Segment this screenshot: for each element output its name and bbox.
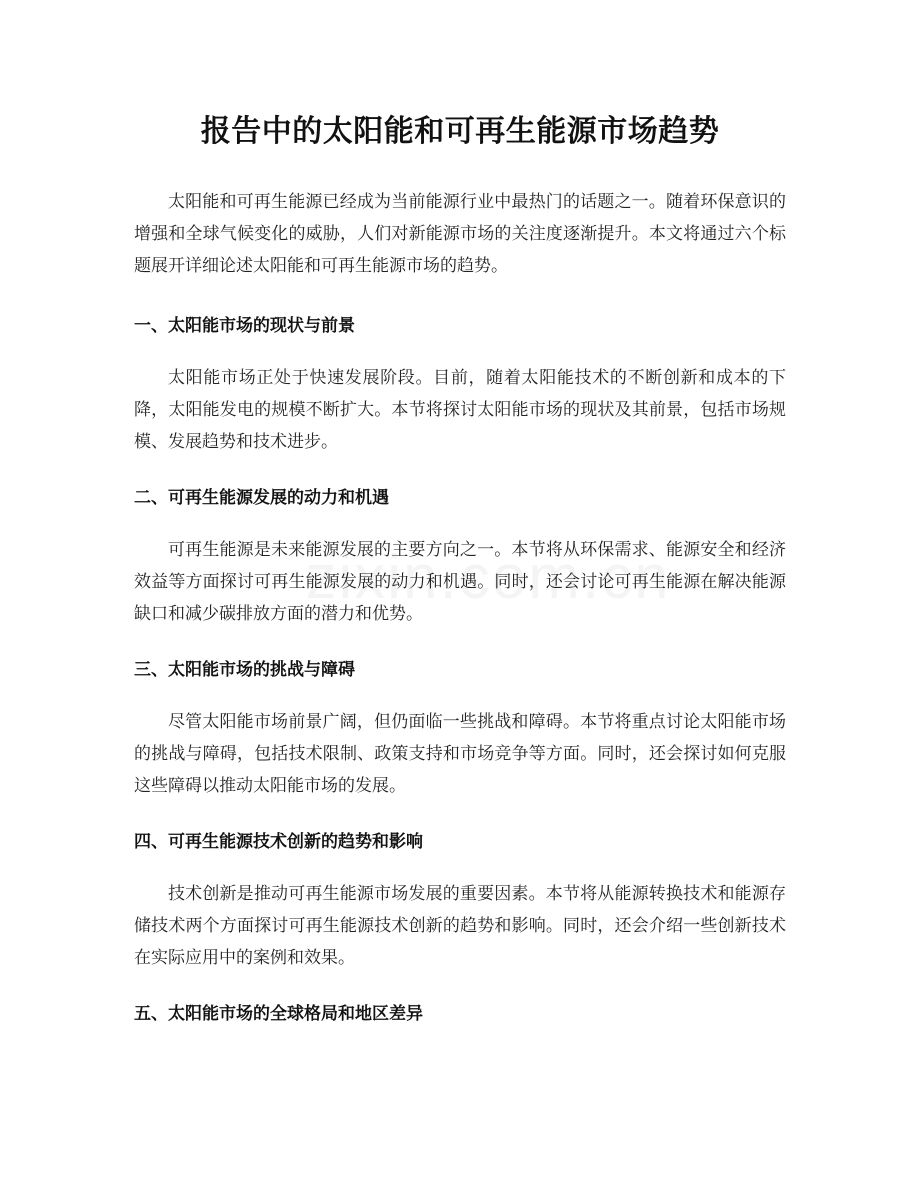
section-2 <box>134 484 786 630</box>
section-5 <box>134 1000 786 1028</box>
document-title: 报告中的太阳能和可再生能源市场趋势 <box>200 114 720 149</box>
section-4 <box>134 828 786 974</box>
section-3 <box>134 656 786 802</box>
section-body: 可再生能源是未来能源发展的主要方向之一。本节将从环保需求、能源安全和经济效益等方面探讨可再生能源发展的动力和机遇。同时，还会讨论可再生能源在解决能源缺口和减少碳排放方面的潜力和优势。 <box>134 540 786 624</box>
section-heading: 四、可再生能源技术创新的趋势和影响 <box>134 832 423 852</box>
section-heading: 五、太阳能市场的全球格局和地区差异 <box>134 1004 423 1024</box>
intro-paragraph: 太阳能和可再生能源已经成为当前能源行业中最热门的话题之一。随着环保意识的增强和全球气候变化的威胁，人们对新能源市场的关注度逐渐提升。本文将通过六个标题展开详细论述太阳能和可再生能源市场的趋势。 <box>134 192 786 276</box>
section-body: 太阳能市场正处于快速发展阶段。目前，随着太阳能技术的不断创新和成本的下降，太阳能发电的规模不断扩大。本节将探讨太阳能市场的现状及其前景，包括市场规模、发展趋势和技术进步。 <box>134 368 786 452</box>
section-1 <box>134 312 786 458</box>
section-heading: 一、太阳能市场的现状与前景 <box>134 316 355 336</box>
section-heading: 三、太阳能市场的挑战与障碍 <box>134 660 355 680</box>
section-heading: 二、可再生能源发展的动力和机遇 <box>134 488 389 508</box>
section-body: 尽管太阳能市场前景广阔，但仍面临一些挑战和障碍。本节将重点讨论太阳能市场的挑战与障碍，包括技术限制、政策支持和市场竞争等方面。同时，还会探讨如何克服这些障碍以推动太阳能市场的发展。 <box>134 712 786 796</box>
section-body: 技术创新是推动可再生能源市场发展的重要因素。本节将从能源转换技术和能源存储技术两个方面探讨可再生能源技术创新的趋势和影响。同时，还会介绍一些创新技术在实际应用中的案例和效果。 <box>134 884 786 968</box>
